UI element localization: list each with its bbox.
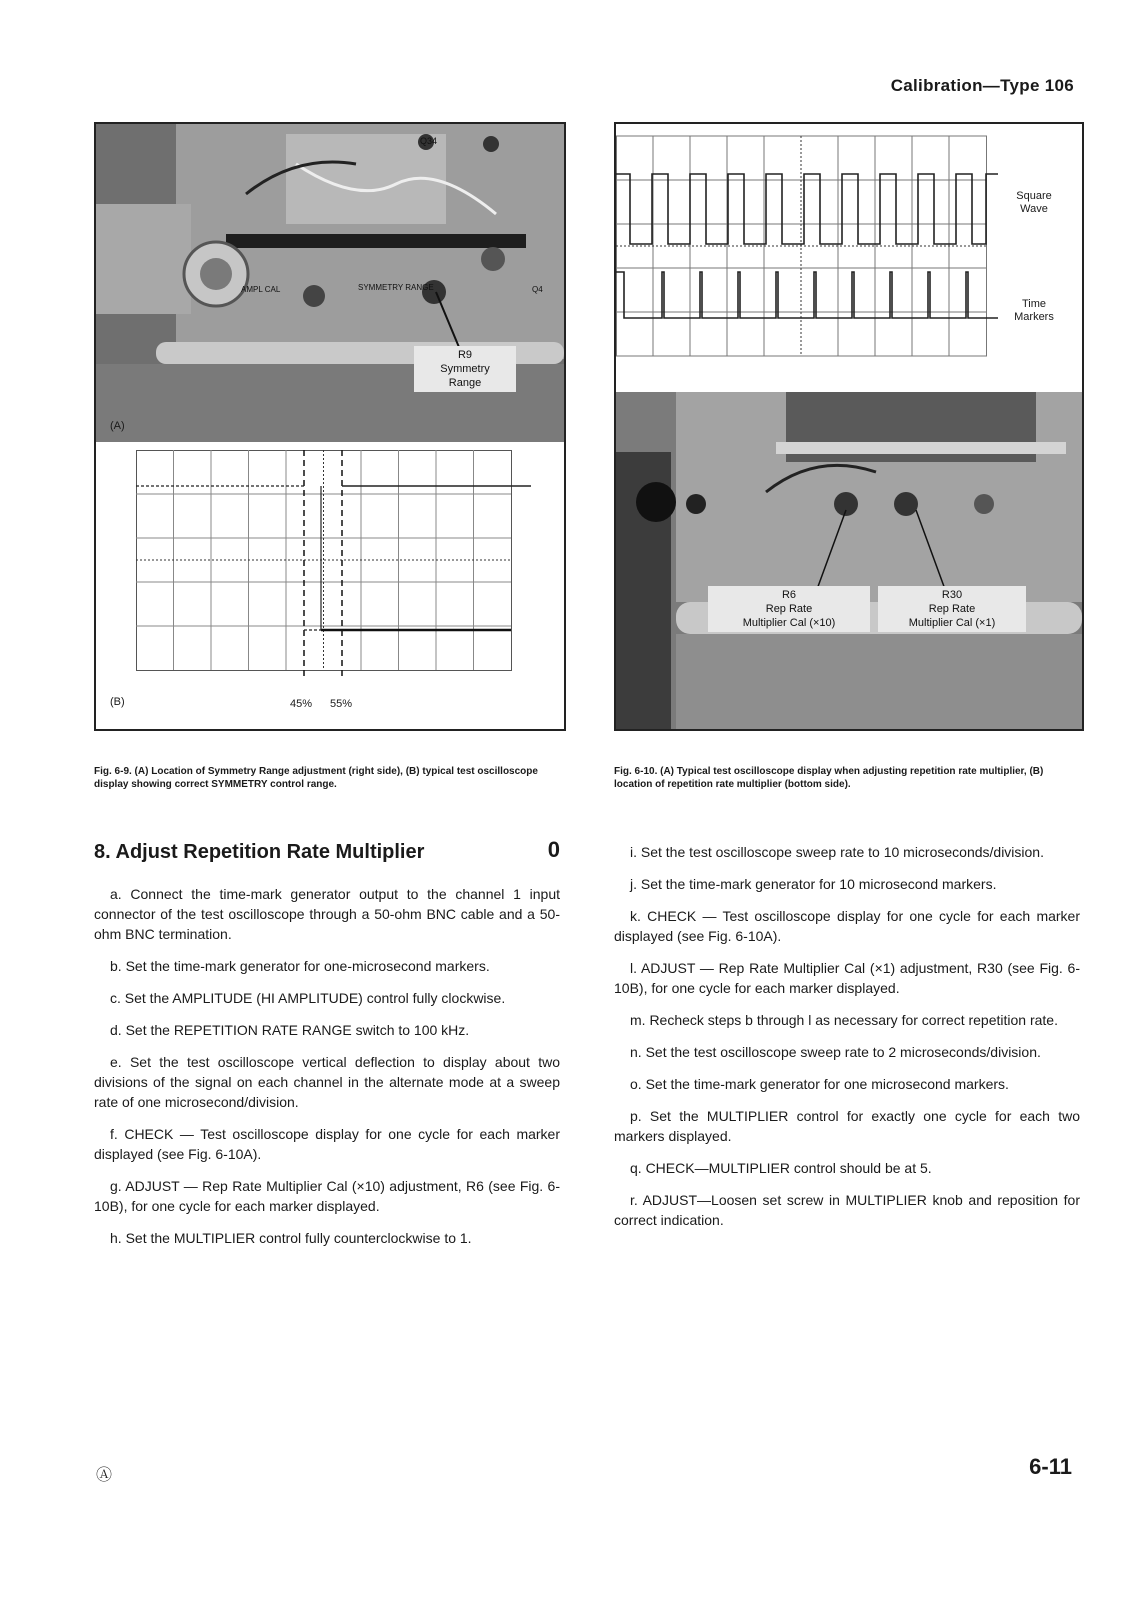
trace-label-square-wave [1004,190,1064,216]
step-o: o. Set the time-mark generator for one microsecond markers. [630,1076,1009,1092]
page-number: 6-11 [1029,1454,1072,1479]
step-e: e. Set the test oscilloscope vertical deflection to display about two divisions of the signal on each channel in the alternate mode at a sweep rate of one microsecond/division. [94,1054,560,1110]
step-l: l. ADJUST — Rep Rate Multiplier Cal (×1) adjustment, R30 (see Fig. 6-10B), for one cycle for each marker displayed. [614,960,1080,996]
step-m: m. Recheck steps b through l as necessary for correct repetition rate. [630,1012,1058,1028]
callout-r6-ref: R6 [781,589,797,601]
step-p: p. Set the MULTIPLIER control for exactly one cycle for each two markers displayed. [614,1108,1080,1144]
trace-label-time-markers [1004,298,1064,324]
trace-label-square: Square [1016,190,1052,202]
trace-label-time: Time [1021,298,1047,310]
photo-label-symmetry-range: SYMMETRY RANGE [358,283,434,292]
running-header: Calibration—Type 106 [890,76,1074,95]
photo-label-ampl-cal: AMPL CAL [241,285,281,294]
step-d: d. Set the REPETITION RATE RANGE switch to 100 kHz. [110,1022,470,1038]
callout-r6-line1: Rep Rate [765,603,813,615]
figure-caption-6-10: Fig. 6-10. (A) Typical test oscilloscope display when adjusting repetition rate multiplier, (B) location of repetition rate multiplier (bottom side). [614,766,1044,790]
panel-tag-a: (A) [110,420,125,432]
callout-r30 [878,586,1026,632]
step-g: g. ADJUST — Rep Rate Multiplier Cal (×10) adjustment, R6 (see Fig. 6-10B), for one cycle for each marker displayed. [94,1178,560,1214]
callout-r9-line1: Symmetry [440,363,490,375]
callout-r9-line2: Range [448,377,482,389]
step-f: f. CHECK — Test oscilloscope display for one cycle for each marker displayed (see Fig. 6-10A). [94,1126,560,1162]
step-c: c. Set the AMPLITUDE (HI AMPLITUDE) control fully clockwise. [110,990,506,1006]
callout-r30-line2: Multiplier Cal (×1) [908,617,996,629]
left-text-column [94,837,560,1260]
callout-r6 [708,586,870,632]
step-r: r. ADJUST—Loosen set screw in MULTIPLIER knob and reposition for correct indication. [614,1192,1080,1228]
section-mark: 0 [547,837,560,862]
figure-6-9 [94,122,566,731]
photo-label-q34: Q34 [420,136,438,146]
figure-caption-6-9: Fig. 6-9. (A) Location of Symmetry Range adjustment (right side), (B) typical test oscilloscope display showing correct SYMMETRY control range. [94,766,538,790]
step-i: i. Set the test oscilloscope sweep rate to 10 microseconds/division. [630,844,1044,860]
callout-r30-ref: R30 [941,589,963,601]
step-a: a. Connect the time-mark generator output to the channel 1 input connector of the test oscilloscope through a 50-ohm BNC cable and a 50-ohm BNC termination. [94,886,560,942]
callout-r9-ref: R9 [457,349,473,361]
chassis-photo-bottom-side [616,392,1082,729]
step-b: b. Set the time-mark generator for one-microsecond markers. [110,958,490,974]
oscilloscope-display-symmetry [136,450,536,680]
callout-r9 [414,346,516,392]
step-n: n. Set the test oscilloscope sweep rate to 2 microseconds/division. [630,1044,1041,1060]
trace-label-markers: Markers [1014,311,1054,323]
section-heading [94,837,560,863]
right-text-column [614,842,1080,1242]
photo-label-q4: Q4 [532,285,543,294]
publisher-logo: Ⓐ [96,1467,113,1484]
step-h: h. Set the MULTIPLIER control fully counterclockwise to 1. [110,1230,472,1246]
figure-6-10 [614,122,1084,731]
chassis-photo-right-side [96,124,564,442]
section-title: 8. Adjust Repetition Rate Multiplier [94,841,425,863]
oscilloscope-display-square-wave [616,124,1082,384]
callout-r6-line2: Multiplier Cal (×10) [742,617,836,629]
step-q: q. CHECK—MULTIPLIER control should be at 5. [630,1160,932,1176]
callout-r30-line1: Rep Rate [928,603,976,615]
percent-label-45: 45% [290,698,313,710]
trace-label-wave: Wave [1020,203,1048,215]
step-k: k. CHECK — Test oscilloscope display for one cycle for each marker displayed (see Fig. 6-10A). [614,908,1080,944]
percent-label-55: 55% [330,698,353,710]
step-j: j. Set the time-mark generator for 10 microsecond markers. [630,876,997,892]
panel-tag-b: (B) [110,696,125,708]
